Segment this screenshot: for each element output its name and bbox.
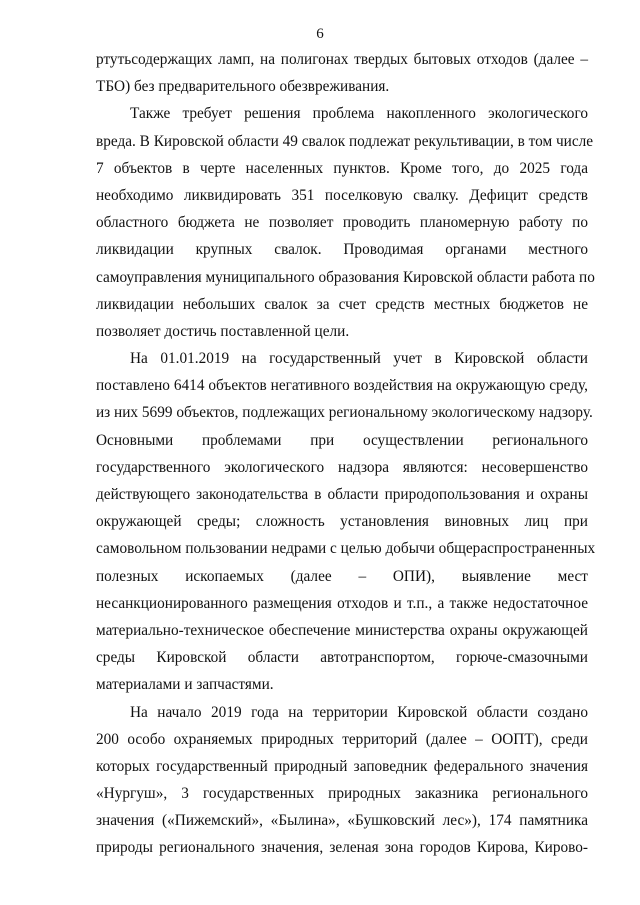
text-line: На начало 2019 года на территории Кировской области создано: [130, 703, 588, 721]
text-line: которых государственный природный заповедник федерального значения: [96, 757, 588, 775]
text-line: поставлено 6414 объектов негативного воздействия на окружающую среду,: [96, 377, 588, 395]
text-line: полезных ископаемых (далее – ОПИ), выявление мест: [96, 567, 588, 585]
text-line: несанкционированного размещения отходов и т.п., а также недостаточное: [96, 594, 588, 612]
text-line: ТБО) без предварительного обезвреживания.: [96, 78, 390, 96]
text-line: природы регионального значения, зеленая зона городов Кирова, Кирово-: [96, 839, 588, 857]
text-line: ликвидации крупных свалок. Проводимая органами местного: [96, 241, 588, 259]
text-line: 7 объектов в черте населенных пунктов. Кроме того, до 2025 года: [96, 159, 588, 177]
text-line: «Нургуш», 3 государственных природных заказника регионального: [96, 785, 588, 803]
text-line: самоуправления муниципального образования Кировской области работа по: [96, 268, 595, 286]
text-line: 200 особо охраняемых природных территорий (далее – ООПТ), среди: [96, 730, 588, 748]
text-line: самовольном пользовании недрами с целью добычи общераспространенных: [96, 540, 596, 558]
text-line: из них 5699 объектов, подлежащих региональному экологическому надзору.: [96, 404, 593, 422]
text-line: позволяет достичь поставленной цели.: [96, 322, 350, 340]
text-line: значения («Пижемский», «Былина», «Бушковский лес»), 174 памятника: [96, 812, 588, 830]
text-line: государственного экологического надзора являются: несовершенство: [96, 458, 588, 476]
text-line: Основными проблемами при осуществлении регионального: [96, 431, 588, 449]
text-line: областного бюджета не позволяет проводить планомерную работу по: [96, 214, 588, 232]
text-line: вреда. В Кировской области 49 свалок подлежат рекультивации, в том числе: [96, 132, 594, 150]
document-body: [96, 46, 596, 862]
text-line: окружающей среды; сложность установления виновных лиц при: [96, 513, 588, 531]
text-line: ртутьсодержащих ламп, на полигонах твердых бытовых отходов (далее –: [96, 51, 588, 68]
text-line: Также требует решения проблема накопленного экологического: [130, 105, 588, 123]
page-number: 6: [316, 26, 324, 42]
paragraph: [96, 345, 596, 698]
text-line: необходимо ликвидировать 351 поселковую свалку. Дефицит средств: [96, 186, 588, 204]
text-line: материалами и запчастями.: [96, 676, 274, 694]
paragraph: [96, 100, 595, 345]
text-line: На 01.01.2019 на государственный учет в Кировской области: [130, 350, 588, 368]
paragraph: [96, 699, 588, 862]
paragraph: [96, 46, 588, 100]
text-line: среды Кировской области автотранспортом, горюче-смазочными: [96, 649, 588, 667]
text-line: ликвидации небольших свалок за счет средств местных бюджетов не: [96, 295, 588, 313]
text-line: материально-техническое обеспечение министерства охраны окружающей: [96, 621, 588, 639]
text-line: действующего законодательства в области природопользования и охраны: [96, 486, 588, 503]
